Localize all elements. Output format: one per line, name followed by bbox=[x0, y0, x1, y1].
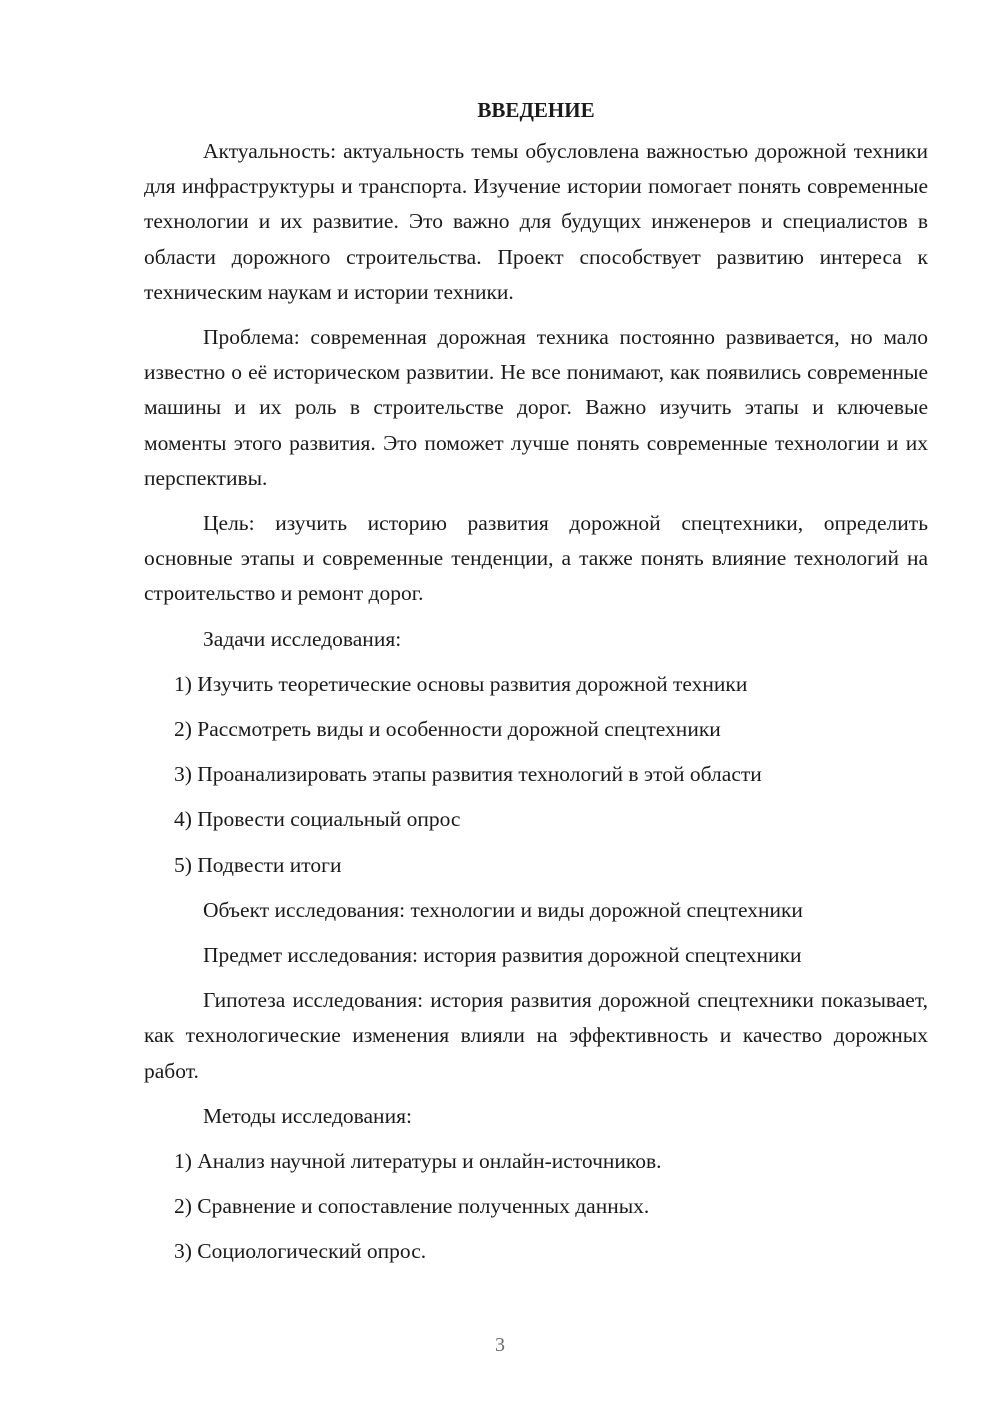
list-item: 3) Проанализировать этапы развития технологий в этой области bbox=[174, 762, 762, 787]
list-item: 2) Рассмотреть виды и особенности дорожной спецтехники bbox=[174, 717, 721, 742]
subject-line: Предмет исследования: история развития дорожной спецтехники bbox=[203, 943, 802, 968]
list-item: 1) Изучить теоретические основы развития дорожной техники bbox=[174, 671, 748, 696]
page-number: 3 bbox=[495, 1334, 505, 1356]
list-item: 4) Провести социальный опрос bbox=[174, 807, 461, 832]
problem-paragraph: Проблема: современная дорожная техника постоянно развивается, но мало известно о её историческом развитии. Не все понимают, как появились современные машины и их роль в строительстве дорог. Важно изучить этапы и ключевые моменты этого развития. Это поможет лучше понять современные технологии и их перспективы. bbox=[144, 325, 928, 490]
relevance-paragraph: Актуальность: актуальность темы обусловлена важностью дорожной техники для инфраструктуры и транспорта. Изучение истории помогает понять современные технологии и их развитие. Это важно для будущих инженеров и специалистов в области дорожного строительства. Проект способствует развитию интереса к техническим наукам и истории техники. bbox=[144, 139, 928, 304]
object-line: Объект исследования: технологии и виды дорожной спецтехники bbox=[203, 897, 803, 922]
page-title: ВВЕДЕНИЕ bbox=[477, 98, 595, 122]
list-item: 5) Подвести итоги bbox=[174, 852, 342, 877]
tasks-list bbox=[144, 667, 928, 883]
list-item: 3) Социологический опрос. bbox=[174, 1239, 427, 1264]
list-item: 2) Сравнение и сопоставление полученных данных. bbox=[174, 1194, 650, 1219]
methods-list bbox=[144, 1144, 928, 1270]
document-page bbox=[144, 92, 928, 1280]
goal-paragraph: Цель: изучить историю развития дорожной спецтехники, определить основные этапы и современные тенденции, а также понять влияние технологий на строительство и ремонт дорог. bbox=[144, 511, 928, 606]
list-item: 1) Анализ научной литературы и онлайн-источников. bbox=[174, 1149, 662, 1174]
methods-heading: Методы исследования: bbox=[203, 1103, 412, 1128]
tasks-heading: Задачи исследования: bbox=[203, 626, 402, 651]
hypothesis-paragraph: Гипотеза исследования: история развития дорожной спецтехники показывает, как технологические изменения влияли на эффективность и качество дорожных работ. bbox=[144, 988, 928, 1083]
